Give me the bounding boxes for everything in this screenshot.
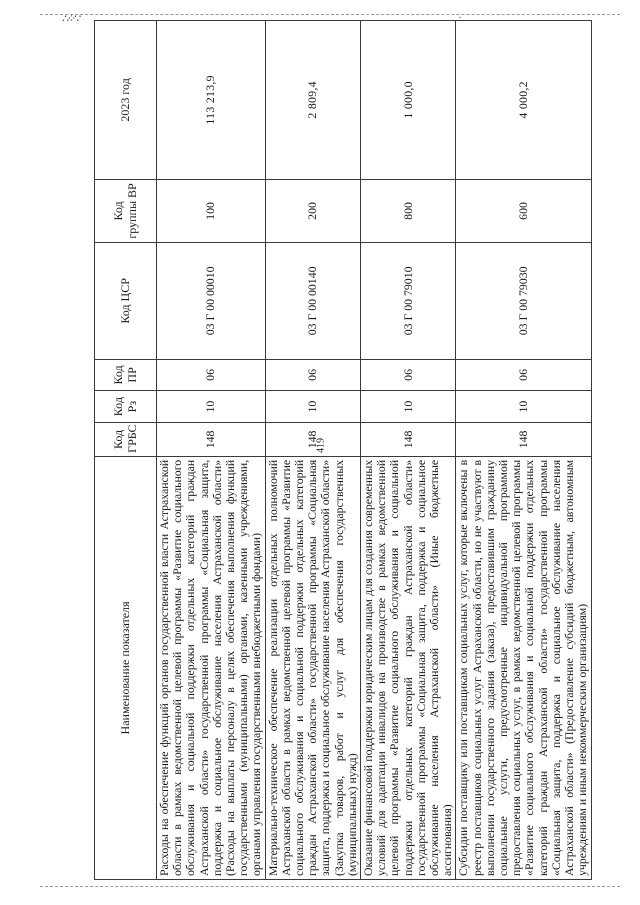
row-rz: 10: [157, 391, 266, 423]
header-name: Наименование показателя: [95, 456, 157, 879]
page-number: 419: [315, 438, 327, 453]
rotated-table-wrapper: [94, 20, 590, 880]
row-pr: 06: [361, 359, 456, 391]
row-vr: 800: [361, 179, 456, 242]
row-value: 1 000,0: [361, 21, 456, 180]
row-name: Оказание финансовой поддержки юридическим лицам для создания современных условий для адаптации инвалидов на производстве в рамках ведомственной целевой программы «Развитие социального обслуживания и социальной поддержки отдельных категорий граждан Астраханской области» государственной программы «Социальная защита, поддержка и социальное обслуживание населения Астраханской области» (Иные бюджетные ассигнования): [361, 456, 456, 879]
row-grbs: 148: [361, 423, 456, 457]
row-pr: 06: [157, 359, 266, 391]
row-rz: 10: [361, 391, 456, 423]
row-vr: 600: [456, 179, 591, 242]
header-grbs: Код ГРБС: [95, 423, 157, 457]
table-row: [361, 21, 456, 880]
row-pr: 06: [456, 359, 591, 391]
row-csr: 03 Г 00 79030: [456, 243, 591, 359]
row-vr: 100: [157, 179, 266, 242]
row-csr: 03 Г 00 79010: [361, 243, 456, 359]
table-header-row: [95, 21, 157, 880]
table-row: [456, 21, 591, 880]
scan-artifact: ∴⁘∵: [62, 13, 80, 25]
scan-dot: ·: [458, 12, 462, 24]
row-rz: 10: [456, 391, 591, 423]
row-name: Расходы на обеспечение функций органов государственной власти Астраханской области в рамках ведомственной целевой программы «Развитие социального обслуживания и социальной поддержки отдельных категорий граждан Астраханской области» государственной программы «Социальная защита, поддержка и социальное обслуживание населения Астраханской области» (Расходы на выплаты персоналу в целях обеспечения выполнения функций государственными (муниципальными) органами, казенными учреждениями, органами управления государственными внебюджетными фондами): [157, 456, 266, 879]
row-name: Материально-техническое обеспечение реализации отдельных полномочий Астраханской области в рамках ведомственной целевой программы «Развитие социального обслуживания и социальной поддержки отдельных категорий граждан Астраханской области» государственной программы «Социальная защита, поддержка и социальное обслуживание населения Астраханской области» (Закупка товаров, работ и услуг для обеспечения государственных (муниципальных) нужд): [265, 456, 360, 879]
row-grbs: 148: [157, 423, 266, 457]
budget-table: [94, 20, 592, 880]
row-grbs: 148: [456, 423, 591, 457]
table-row: [265, 21, 360, 880]
row-csr: 03 Г 00 00010: [157, 243, 266, 359]
row-vr: 200: [265, 179, 360, 242]
header-year: 2023 год: [95, 21, 157, 180]
header-vr: Код группы ВР: [95, 179, 157, 242]
row-pr: 06: [265, 359, 360, 391]
row-csr: 03 Г 00 00140: [265, 243, 360, 359]
row-value: 4 000,2: [456, 21, 591, 180]
row-name: Субсидии поставщику или поставщикам социальных услуг, которые включены в реестр поставщиков социальных услуг Астраханской области, но не участвуют в выполнении государственного задания (заказа), предоставившим гражданину социальные услуги, предусмотренные индивидуальной программой предоставления социальных услуг, в рамках ведомственной целевой программы «Развитие социального обслуживания и социальной поддержки отдельных категорий граждан Астраханской области» государственной программы «Социальная защита, поддержка и социальное обслуживание населения Астраханской области» (Предоставление субсидий бюджетным, автономным учреждениям и иным некоммерческим организациям): [456, 456, 591, 879]
scan-edge-top: [40, 14, 620, 15]
header-rz: Код Рз: [95, 391, 157, 423]
row-value: 2 809,4: [265, 21, 360, 180]
scan-edge-bottom: [40, 886, 620, 887]
header-pr: Код ПР: [95, 359, 157, 391]
row-rz: 10: [265, 391, 360, 423]
row-value: 113 213,9: [157, 21, 266, 180]
table-row: [157, 21, 266, 880]
row-grbs: 148: [265, 423, 360, 457]
header-csr: Код ЦСР: [95, 243, 157, 359]
